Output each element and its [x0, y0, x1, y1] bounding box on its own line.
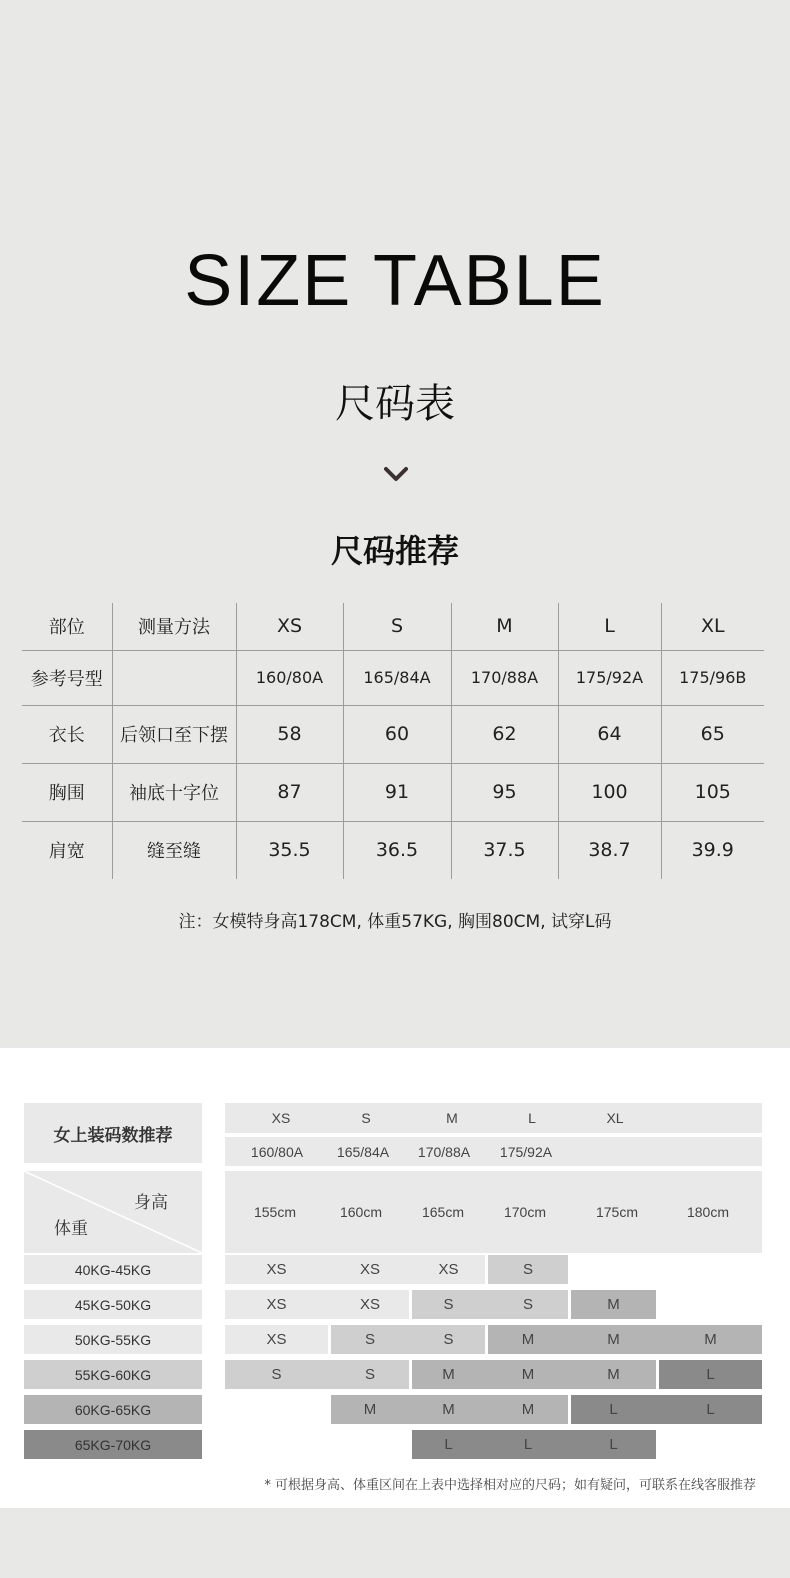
recommend-cell: M — [521, 1401, 535, 1418]
table-cell: 后领口至下摆 — [112, 705, 236, 763]
table-header-row — [22, 603, 764, 650]
ref-model-label: 165/84A — [336, 1143, 390, 1160]
recommend-cell: L — [706, 1401, 715, 1418]
weight-label: 50KG-55KG — [24, 1325, 202, 1354]
height-label: 170cm — [503, 1204, 547, 1220]
recommend-cell: M — [521, 1366, 535, 1383]
table-cell: 肩宽 — [48, 841, 85, 863]
recommend-cell: M — [607, 1366, 620, 1383]
recommend-cell: M — [607, 1296, 620, 1313]
size-table — [22, 603, 764, 879]
size-label: M — [446, 1110, 458, 1126]
table-cell: 87 — [236, 763, 343, 821]
table-row — [22, 821, 764, 879]
recommend-cell: S — [443, 1296, 454, 1313]
page-subtitle: 尺码表 — [335, 381, 455, 427]
recommend-cell: S — [364, 1366, 375, 1383]
table-cell: 36.5 — [343, 821, 451, 879]
table-row — [22, 705, 764, 763]
table-cell: 35.5 — [236, 821, 343, 879]
height-label: 155cm — [253, 1204, 297, 1220]
table-header-cell: XS — [236, 603, 343, 650]
table-cell: 175/92A — [558, 650, 661, 705]
ref-model-label: 160/80A — [250, 1143, 304, 1160]
height-label: 160cm — [339, 1204, 383, 1220]
height-axis-label: 身高 — [134, 1193, 168, 1213]
recommend-cell: M — [607, 1331, 620, 1348]
diagonal-line — [24, 1171, 202, 1253]
table-cell: 62 — [451, 705, 558, 763]
footnote: * 可根据身高、体重区间在上表中选择相对应的尺码；如有疑问，可联系在线客服推荐 — [264, 1478, 756, 1493]
height-label: 175cm — [595, 1204, 639, 1220]
recommend-cell: M — [442, 1401, 455, 1418]
ref-model-label: 175/92A — [499, 1143, 553, 1160]
table-cell: 160/80A — [236, 650, 343, 705]
recommend-cell: M — [363, 1401, 377, 1418]
weight-label: 40KG-45KG — [24, 1255, 202, 1284]
recommend-cell: M — [704, 1331, 717, 1348]
table-cell: 38.7 — [558, 821, 661, 879]
recommend-cell: S — [522, 1296, 533, 1313]
size-label: S — [361, 1110, 371, 1126]
weight-label: 60KG-65KG — [24, 1395, 202, 1424]
recommend-cell: XS — [266, 1331, 287, 1348]
table-cell — [112, 650, 236, 705]
recommend-cell: XS — [266, 1296, 287, 1313]
table-cell: 39.9 — [661, 821, 764, 879]
table-cell: 缝至缝 — [112, 821, 236, 879]
recommend-chart-title: 女上装码数推荐 — [24, 1103, 202, 1163]
recommend-cell: XS — [438, 1261, 459, 1278]
recommend-cell: L — [609, 1401, 618, 1418]
recommend-title: 尺码推荐 — [330, 532, 459, 570]
table-row — [22, 763, 764, 821]
size-label: XS — [271, 1110, 291, 1126]
table-header-cell: 部位 — [22, 603, 112, 650]
diagonal-header-cell — [24, 1171, 202, 1253]
table-cell: 95 — [451, 763, 558, 821]
table-cell: 60 — [343, 705, 451, 763]
table-header-cell: 测量方法 — [112, 603, 236, 650]
table-cell: 胸围 — [22, 763, 112, 821]
table-cell: 37.5 — [451, 821, 558, 879]
recommend-cell: S — [271, 1366, 282, 1383]
recommend-cell: XS — [359, 1296, 380, 1313]
table-cell: 170/88A — [451, 650, 558, 705]
table-cell: 175/96B — [661, 650, 764, 705]
recommend-cell: M — [442, 1366, 455, 1383]
height-label: 180cm — [686, 1204, 730, 1220]
recommend-cell: XS — [266, 1261, 287, 1278]
weight-label: 55KG-60KG — [24, 1360, 202, 1389]
table-cell: 58 — [236, 705, 343, 763]
table-cell: 105 — [661, 763, 764, 821]
weight-axis-label: 体重 — [54, 1219, 88, 1239]
chevron-down-icon — [384, 466, 408, 482]
recommend-cell: XS — [359, 1261, 380, 1278]
size-label: L — [528, 1110, 536, 1126]
table-header-cell: S — [343, 603, 451, 650]
recommend-cell: L — [609, 1436, 618, 1453]
weight-label: 45KG-50KG — [24, 1290, 202, 1319]
bottom-bar — [0, 1508, 790, 1578]
table-cell: 100 — [558, 763, 661, 821]
table-row — [22, 650, 764, 705]
table-cell: 65 — [661, 705, 764, 763]
recommend-cell: M — [521, 1331, 535, 1348]
recommend-cell: L — [523, 1436, 533, 1453]
table-cell: 91 — [343, 763, 451, 821]
weight-label: 65KG-70KG — [24, 1430, 202, 1459]
table-cell: 袖底十字位 — [112, 763, 236, 821]
height-label: 165cm — [421, 1204, 465, 1220]
table-cell: 64 — [558, 705, 661, 763]
table-cell: 参考号型 — [22, 650, 112, 705]
table-cell: 衣长 — [22, 705, 112, 763]
table-header-cell: XL — [661, 603, 764, 650]
page-title: SIZE TABLE — [184, 241, 606, 321]
recommend-cell: L — [706, 1366, 715, 1383]
table-header-cell: M — [451, 603, 558, 650]
table-cell: 165/84A — [343, 650, 451, 705]
model-note: 注：女模特身高178CM, 体重57KG, 胸围80CM, 试穿L码 — [178, 912, 612, 932]
recommend-cell: L — [444, 1436, 453, 1453]
recommend-cell: S — [364, 1331, 375, 1348]
size-label: XL — [606, 1110, 624, 1126]
recommend-cell: S — [522, 1261, 533, 1278]
table-header-cell: L — [558, 603, 661, 650]
ref-model-label: 170/88A — [417, 1143, 471, 1160]
recommend-cell: S — [443, 1331, 454, 1348]
